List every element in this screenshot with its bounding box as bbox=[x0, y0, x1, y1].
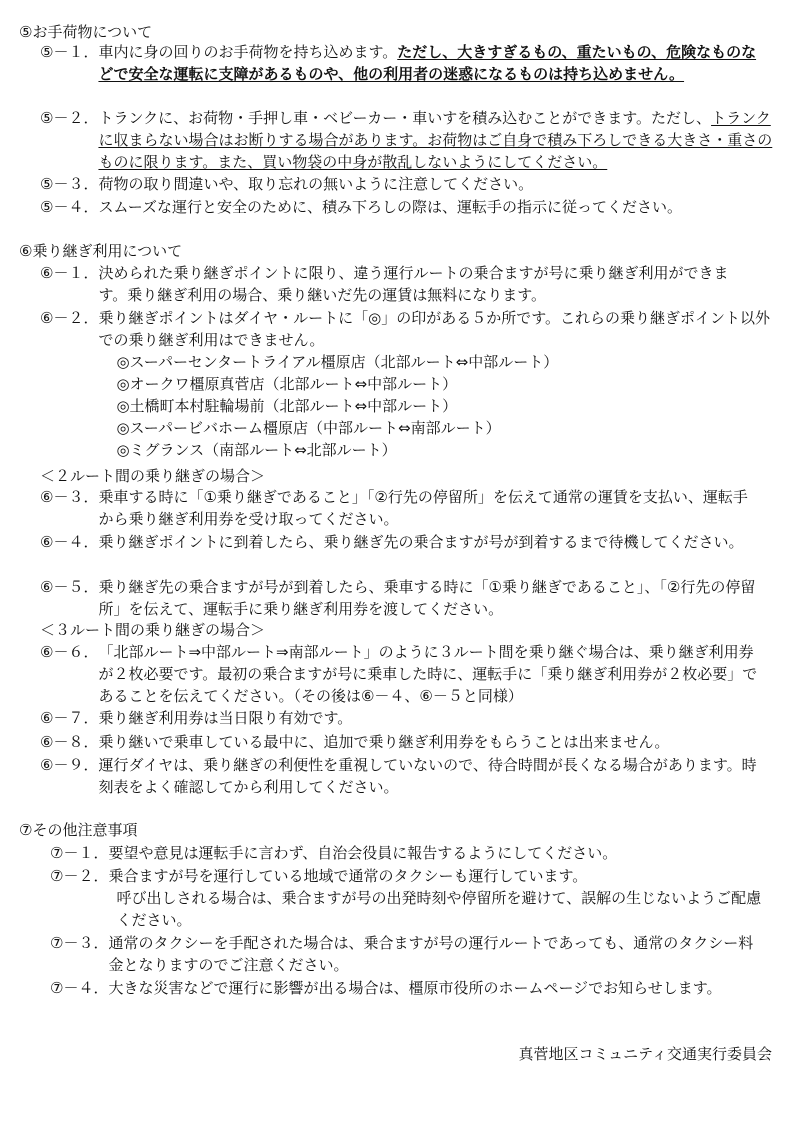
item-5-2 bbox=[40, 107, 775, 173]
item-6-9 bbox=[40, 754, 770, 798]
transfer-point: ◎スーパービバホーム橿原店（中部ルート⇔南部ルート） bbox=[116, 419, 501, 437]
three-route-transfer-heading: ＜３ルート間の乗り継ぎの場合＞ bbox=[40, 621, 266, 639]
item-5-3-number: ⑤－３． bbox=[40, 175, 99, 193]
item-6-9-number: ⑥－９． bbox=[40, 756, 99, 774]
item-7-4 bbox=[50, 977, 765, 999]
section-5-title: ⑤お手荷物について bbox=[19, 23, 153, 41]
item-6-1-text: 決められた乗り継ぎポイントに限り、違う運行ルートの乗合ますが号に乗り継ぎ利用ができます。乗り継ぎ利用の場合、乗り継いだ先の運賃は無料になります。 bbox=[98, 264, 729, 304]
transfer-point: ◎土橋町本村駐輪場前（北部ルート⇔中部ルート） bbox=[116, 397, 458, 415]
committee-signature: 真菅地区コミュニティ交通実行委員会 bbox=[518, 1045, 772, 1063]
item-5-2-number: ⑤－２． bbox=[40, 109, 99, 127]
item-7-2-number: ⑦－２． bbox=[50, 867, 109, 885]
item-5-4-text: スムーズな運行と安全のために、積み下ろしの際は、運転手の指示に従ってください。 bbox=[98, 198, 682, 216]
item-5-4 bbox=[40, 196, 780, 218]
item-6-5 bbox=[40, 576, 770, 620]
item-7-4-text: 大きな災害などで運行に影響が出る場合は、橿原市役所のホームページでお知らせします。 bbox=[108, 979, 722, 997]
item-6-5-number: ⑥－５． bbox=[40, 578, 99, 596]
transfer-point: ◎ミグランス（南部ルート⇔北部ルート） bbox=[116, 441, 397, 459]
item-6-2-text: 乗り継ぎポイントはダイヤ・ルートに「◎」の印がある５か所です。これらの乗り継ぎポイント以外での乗り継ぎ利用はできません。 bbox=[98, 309, 771, 349]
item-7-1-number: ⑦－１． bbox=[50, 844, 109, 862]
item-6-8-text: 乗り継いで乗車している最中に、追加で乗り継ぎ利用券をもらうことは出来ません。 bbox=[98, 733, 670, 751]
item-6-6 bbox=[40, 641, 765, 707]
item-6-9-text: 運行ダイヤは、乗り継ぎの利便性を重視していないので、待合時間が長くなる場合があります。時刻表をよく確認してから利用してください。 bbox=[98, 756, 757, 796]
item-7-2 bbox=[50, 865, 765, 931]
transfer-point: ◎スーパーセンタートライアル橿原店（北部ルート⇔中部ルート） bbox=[116, 353, 559, 371]
item-6-6-number: ⑥－６． bbox=[40, 643, 99, 661]
item-6-4-text: 乗り継ぎポイントに到着したら、乗り継ぎ先の乗合ますが号が到着するまで待機してください。 bbox=[98, 533, 744, 551]
item-5-1-number: ⑤－１． bbox=[40, 43, 99, 61]
item-5-3-text: 荷物の取り間違いや、取り忘れの無いように注意してください。 bbox=[98, 175, 534, 193]
item-6-1 bbox=[40, 262, 730, 306]
item-6-3-number: ⑥－３． bbox=[40, 488, 99, 506]
item-6-6-text: 「北部ルート⇒中部ルート⇒南部ルート」のように３ルート間を乗り継ぐ場合は、乗り継ぎ利用券が２枚必要です。最初の乗合ますが号に乗車した時に、運転手に「乗り継ぎ利用券が２枚必要」であることを伝えてください。（その後は⑥－４、⑥－５と同様） bbox=[98, 643, 758, 705]
item-6-7 bbox=[40, 707, 770, 729]
item-7-2-extra-text: 呼び出しされる場合は、乗合ますが号の出発時刻や停留所を避けて、誤解の生じないようご配慮ください。 bbox=[116, 889, 762, 929]
item-5-3 bbox=[40, 173, 780, 195]
item-5-2-underlined: トランクに収まらない場合はお断りする場合があります。お荷物はご自身で積み下ろしできる大きさ・重さのものに限ります。また、買い物袋の中身が散乱しないようにしてください。 bbox=[98, 109, 773, 171]
item-6-4-number: ⑥－４． bbox=[40, 533, 99, 551]
item-6-8 bbox=[40, 731, 780, 753]
item-6-8-number: ⑥－８． bbox=[40, 733, 99, 751]
item-5-2-plain: トランクに、お荷物・手押し車・ベビーカー・車いすを積み込むことができます。ただし、 bbox=[98, 109, 712, 127]
item-6-7-number: ⑥－７． bbox=[40, 709, 99, 727]
item-6-1-number: ⑥－１． bbox=[40, 264, 99, 282]
item-5-4-number: ⑤－４． bbox=[40, 198, 99, 216]
item-6-5-text: 乗り継ぎ先の乗合ますが号が到着したら、乗車する時に「①乗り継ぎであること」、「②行先の停留所」を伝えて、運転手に乗り継ぎ利用券を渡してください。 bbox=[98, 578, 756, 618]
transfer-point: ◎オークワ橿原真菅店（北部ルート⇔中部ルート） bbox=[116, 375, 458, 393]
item-5-2-text bbox=[98, 107, 775, 173]
item-6-2 bbox=[40, 307, 775, 461]
item-5-1-emphasis: ただし、大きすぎるもの、重たいもの、危険なものなどで安全な運転に支障があるものや、他の利用者の迷惑になるものは持ち込めません。 bbox=[98, 43, 757, 83]
item-6-4 bbox=[40, 531, 770, 553]
item-6-2-number: ⑥－２． bbox=[40, 309, 99, 327]
item-7-1 bbox=[50, 842, 770, 864]
two-route-transfer-heading: ＜２ルート間の乗り継ぎの場合＞ bbox=[40, 467, 266, 485]
item-6-3 bbox=[40, 486, 760, 530]
item-7-4-number: ⑦－４． bbox=[50, 979, 109, 997]
item-6-7-text: 乗り継ぎ利用券は当日限り有効です。 bbox=[98, 709, 353, 727]
section-6-title: ⑥乗り継ぎ利用について bbox=[19, 242, 183, 260]
item-7-3 bbox=[50, 932, 765, 976]
section-7-title: ⑦その他注意事項 bbox=[19, 821, 138, 839]
item-5-1 bbox=[40, 41, 770, 85]
item-6-3-text: 乗車する時に「①乗り継ぎであること」「②行先の停留所」を伝えて通常の運賃を支払い、運転手から乗り継ぎ利用券を受け取ってください。 bbox=[98, 488, 748, 528]
item-7-1-text: 要望や意見は運転手に言わず、自治会役員に報告するようにしてください。 bbox=[108, 844, 618, 862]
item-7-2-text: 乗合ますが号を運行している地域で通常のタクシーも運行しています。 bbox=[108, 867, 588, 885]
item-5-1-text bbox=[98, 41, 770, 85]
item-7-3-number: ⑦－３． bbox=[50, 934, 109, 952]
item-7-3-text: 通常のタクシーを手配された場合は、乗合ますが号の運行ルートであっても、通常のタクシー料金となりますのでご注意ください。 bbox=[108, 934, 754, 974]
item-5-1-plain: 車内に身の回りのお手荷物を持ち込めます。 bbox=[98, 43, 398, 61]
